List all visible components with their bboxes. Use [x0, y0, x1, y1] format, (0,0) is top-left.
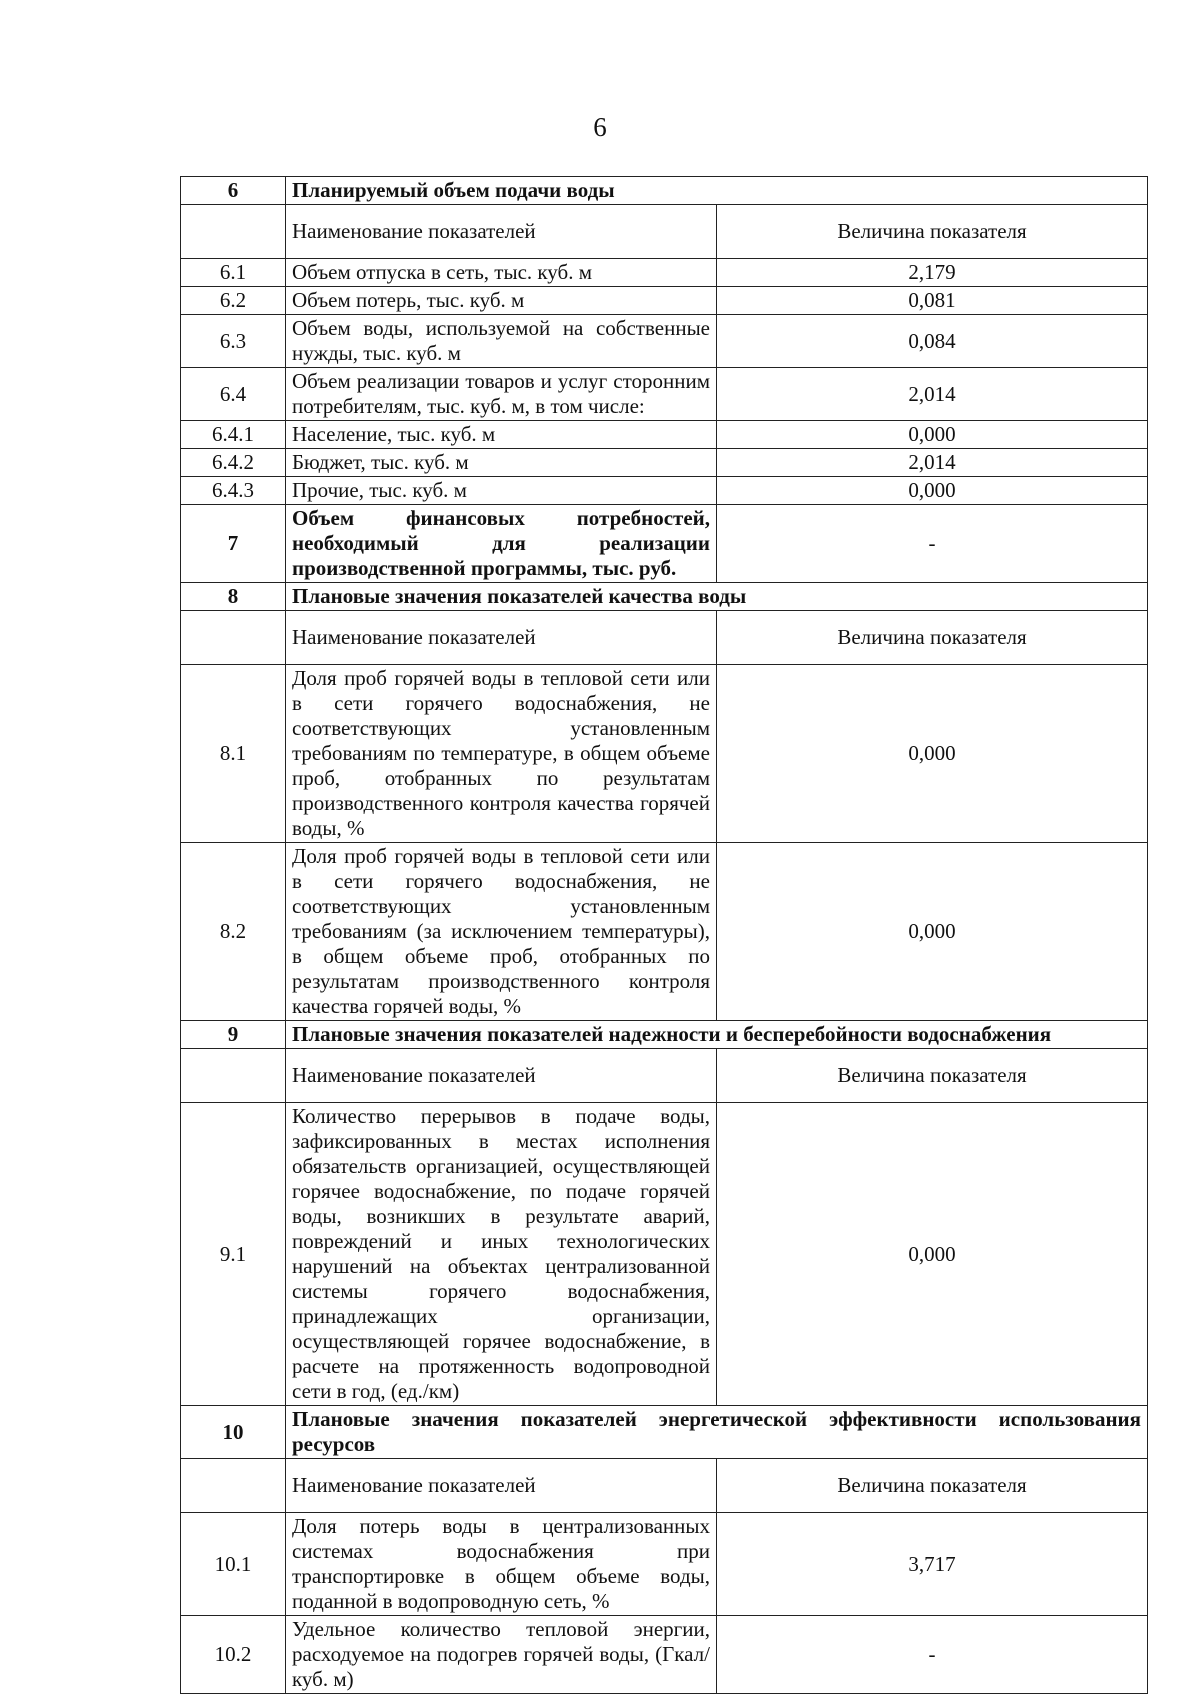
- row-value: 0,000: [717, 477, 1148, 505]
- header-name-cell: Наименование показателей: [286, 1459, 717, 1513]
- header-number-cell: [181, 611, 286, 665]
- row-number: 8.1: [181, 665, 286, 843]
- row-value: 2,014: [717, 449, 1148, 477]
- section-row: [181, 177, 1148, 205]
- header-value-cell: Величина показателя: [717, 1049, 1148, 1103]
- table-row: [181, 843, 1148, 1021]
- header-name-cell: Наименование показателей: [286, 611, 717, 665]
- indicators-table: [180, 176, 1148, 1694]
- header-number-cell: [181, 205, 286, 259]
- row-value: 0,000: [717, 421, 1148, 449]
- row-number: 6.2: [181, 287, 286, 315]
- table-row: [181, 477, 1148, 505]
- section-row: [181, 505, 1148, 583]
- row-number: 10.1: [181, 1513, 286, 1616]
- row-name: Доля проб горячей воды в тепловой сети или в сети горячего водоснабжения, не соответствующих установленным требованиям (за исключением температуры), в общем объеме проб, отобранных по результатам производственного контроля качества горячей воды, %: [286, 843, 717, 1021]
- row-name: Доля потерь воды в централизованных системах водоснабжения при транспортировке в общем объеме воды, поданной в водопроводную сеть, %: [286, 1513, 717, 1616]
- table-header-row: [181, 205, 1148, 259]
- table-row: [181, 1103, 1148, 1406]
- table-row: [181, 368, 1148, 421]
- row-name: Объем реализации товаров и услуг сторонним потребителям, тыс. куб. м, в том числе:: [286, 368, 717, 421]
- header-name-cell: Наименование показателей: [286, 205, 717, 259]
- section-title: Плановые значения показателей энергетической эффективности использования ресурсов: [286, 1406, 1148, 1459]
- table-row: [181, 421, 1148, 449]
- row-number: 9.1: [181, 1103, 286, 1406]
- section-row: [181, 583, 1148, 611]
- row-number: 6.4.1: [181, 421, 286, 449]
- table-header-row: [181, 1459, 1148, 1513]
- table-row: [181, 315, 1148, 368]
- section-number: 6: [181, 177, 286, 205]
- row-value: 2,179: [717, 259, 1148, 287]
- row-number: 8.2: [181, 843, 286, 1021]
- row-name: Объем воды, используемой на собственные нужды, тыс. куб. м: [286, 315, 717, 368]
- section-title: Планируемый объем подачи воды: [286, 177, 1148, 205]
- row-name: Прочие, тыс. куб. м: [286, 477, 717, 505]
- row-name: Удельное количество тепловой энергии, расходуемое на подогрев горячей воды, (Гкал/куб. м): [286, 1616, 717, 1694]
- section-number: 9: [181, 1021, 286, 1049]
- header-number-cell: [181, 1049, 286, 1103]
- row-value: 3,717: [717, 1513, 1148, 1616]
- header-value-cell: Величина показателя: [717, 205, 1148, 259]
- section-title: Объем финансовых потребностей, необходимый для реализации производственной программы, тыс. руб.: [286, 505, 717, 583]
- header-value-cell: Величина показателя: [717, 1459, 1148, 1513]
- row-number: 6.4.2: [181, 449, 286, 477]
- section-number: 10: [181, 1406, 286, 1459]
- row-name: Бюджет, тыс. куб. м: [286, 449, 717, 477]
- page-number: 6: [593, 112, 607, 142]
- row-name: Количество перерывов в подаче воды, зафиксированных в местах исполнения обязательств организацией, осуществляющей горячее водоснабжение, по подаче горячей воды, возникших в результате аварий, повреждений и иных технологических нарушений на объектах централизованной системы горячего водоснабжения, принадлежащих организации, осуществляющей горячее водоснабжение, в расчете на протяженность водопроводной сети в год, (ед./км): [286, 1103, 717, 1406]
- row-value: -: [717, 1616, 1148, 1694]
- header-name-cell: Наименование показателей: [286, 1049, 717, 1103]
- table-header-row: [181, 1049, 1148, 1103]
- row-value: -: [717, 505, 1148, 583]
- table-row: [181, 449, 1148, 477]
- row-value: 0,000: [717, 1103, 1148, 1406]
- table-row: [181, 665, 1148, 843]
- row-number: 6.4.3: [181, 477, 286, 505]
- section-number: 8: [181, 583, 286, 611]
- header-value-cell: Величина показателя: [717, 611, 1148, 665]
- section-title: Плановые значения показателей качества воды: [286, 583, 1148, 611]
- row-value: 0,081: [717, 287, 1148, 315]
- section-row: [181, 1406, 1148, 1459]
- table-row: [181, 259, 1148, 287]
- row-name: Доля проб горячей воды в тепловой сети или в сети горячего водоснабжения, не соответствующих установленным требованиям по температуре, в общем объеме проб, отобранных по результатам производственного контроля качества горячей воды, %: [286, 665, 717, 843]
- header-number-cell: [181, 1459, 286, 1513]
- section-number: 7: [181, 505, 286, 583]
- section-row: [181, 1021, 1148, 1049]
- row-number: 6.4: [181, 368, 286, 421]
- table-row: [181, 287, 1148, 315]
- table-row: [181, 1616, 1148, 1694]
- row-value: 0,084: [717, 315, 1148, 368]
- row-number: 6.1: [181, 259, 286, 287]
- row-name: Объем отпуска в сеть, тыс. куб. м: [286, 259, 717, 287]
- table-header-row: [181, 611, 1148, 665]
- row-name: Население, тыс. куб. м: [286, 421, 717, 449]
- row-value: 0,000: [717, 843, 1148, 1021]
- row-value: 2,014: [717, 368, 1148, 421]
- section-title: Плановые значения показателей надежности и бесперебойности водоснабжения: [286, 1021, 1148, 1049]
- row-number: 6.3: [181, 315, 286, 368]
- row-value: 0,000: [717, 665, 1148, 843]
- row-name: Объем потерь, тыс. куб. м: [286, 287, 717, 315]
- table-row: [181, 1513, 1148, 1616]
- row-number: 10.2: [181, 1616, 286, 1694]
